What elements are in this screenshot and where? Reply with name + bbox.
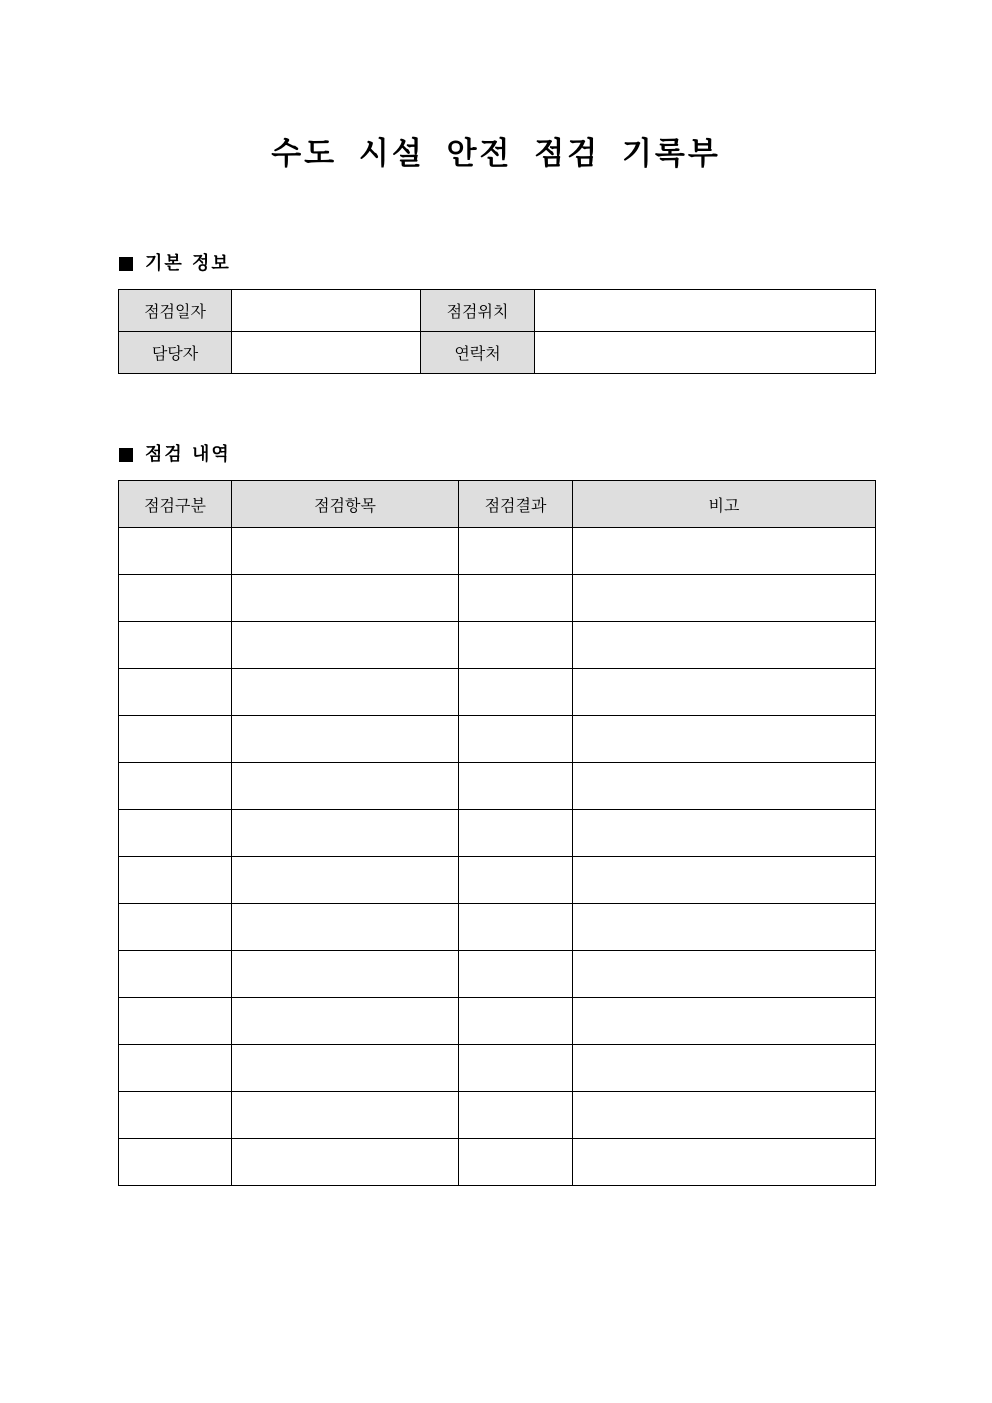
category-cell[interactable] <box>119 857 232 904</box>
inspection-location-field[interactable] <box>535 290 876 332</box>
remarks-cell[interactable] <box>573 528 876 575</box>
category-cell[interactable] <box>119 904 232 951</box>
item-cell[interactable] <box>232 1139 459 1186</box>
category-cell[interactable] <box>119 716 232 763</box>
result-cell[interactable] <box>459 622 573 669</box>
result-cell[interactable] <box>459 528 573 575</box>
result-cell[interactable] <box>459 1045 573 1092</box>
category-cell[interactable] <box>119 1045 232 1092</box>
remarks-cell[interactable] <box>573 857 876 904</box>
contact-field[interactable] <box>535 332 876 374</box>
table-row <box>119 528 876 575</box>
item-cell[interactable] <box>232 904 459 951</box>
square-bullet-icon <box>119 448 133 462</box>
category-cell[interactable] <box>119 1092 232 1139</box>
person-in-charge-field[interactable] <box>232 332 421 374</box>
inspection-heading-label: 점검 내역 <box>145 444 231 465</box>
category-cell[interactable] <box>119 998 232 1045</box>
remarks-cell[interactable] <box>573 669 876 716</box>
remarks-cell[interactable] <box>573 716 876 763</box>
table-row <box>119 1045 876 1092</box>
column-header-item: 점검항목 <box>232 481 459 528</box>
column-header-remarks: 비고 <box>573 481 876 528</box>
basic-info-heading-label: 기본 정보 <box>145 253 231 274</box>
category-cell[interactable] <box>119 622 232 669</box>
table-row <box>119 622 876 669</box>
person-in-charge-label: 담당자 <box>119 332 232 374</box>
basic-info-table <box>118 289 876 374</box>
item-cell[interactable] <box>232 1092 459 1139</box>
item-cell[interactable] <box>232 763 459 810</box>
inspection-heading <box>119 443 231 467</box>
table-row <box>119 669 876 716</box>
result-cell[interactable] <box>459 1092 573 1139</box>
table-row <box>119 998 876 1045</box>
item-cell[interactable] <box>232 622 459 669</box>
basic-info-heading <box>119 252 231 276</box>
table-row <box>119 575 876 622</box>
remarks-cell[interactable] <box>573 622 876 669</box>
item-cell[interactable] <box>232 998 459 1045</box>
result-cell[interactable] <box>459 575 573 622</box>
square-bullet-icon <box>119 257 133 271</box>
table-row <box>119 763 876 810</box>
item-cell[interactable] <box>232 669 459 716</box>
column-header-category: 점검구분 <box>119 481 232 528</box>
remarks-cell[interactable] <box>573 904 876 951</box>
remarks-cell[interactable] <box>573 1045 876 1092</box>
table-row <box>119 716 876 763</box>
category-cell[interactable] <box>119 528 232 575</box>
category-cell[interactable] <box>119 810 232 857</box>
category-cell[interactable] <box>119 1139 232 1186</box>
result-cell[interactable] <box>459 904 573 951</box>
category-cell[interactable] <box>119 951 232 998</box>
result-cell[interactable] <box>459 810 573 857</box>
remarks-cell[interactable] <box>573 575 876 622</box>
table-row <box>119 1139 876 1186</box>
item-cell[interactable] <box>232 857 459 904</box>
table-row <box>119 810 876 857</box>
remarks-cell[interactable] <box>573 810 876 857</box>
item-cell[interactable] <box>232 951 459 998</box>
category-cell[interactable] <box>119 763 232 810</box>
item-cell[interactable] <box>232 1045 459 1092</box>
item-cell[interactable] <box>232 810 459 857</box>
result-cell[interactable] <box>459 998 573 1045</box>
inspection-location-label: 점검위치 <box>421 290 535 332</box>
inspection-date-label: 점검일자 <box>119 290 232 332</box>
contact-label: 연락처 <box>421 332 535 374</box>
document-title: 수도 시설 안전 점검 기록부 <box>271 136 721 172</box>
table-row <box>119 904 876 951</box>
table-header-row <box>119 481 876 528</box>
remarks-cell[interactable] <box>573 1092 876 1139</box>
remarks-cell[interactable] <box>573 998 876 1045</box>
table-row <box>119 1092 876 1139</box>
inspection-table <box>118 480 876 1186</box>
remarks-cell[interactable] <box>573 951 876 998</box>
table-row <box>119 951 876 998</box>
item-cell[interactable] <box>232 528 459 575</box>
category-cell[interactable] <box>119 575 232 622</box>
item-cell[interactable] <box>232 575 459 622</box>
column-header-result: 점검결과 <box>459 481 573 528</box>
result-cell[interactable] <box>459 1139 573 1186</box>
table-row <box>119 857 876 904</box>
result-cell[interactable] <box>459 857 573 904</box>
result-cell[interactable] <box>459 951 573 998</box>
result-cell[interactable] <box>459 716 573 763</box>
result-cell[interactable] <box>459 763 573 810</box>
inspection-date-field[interactable] <box>232 290 421 332</box>
remarks-cell[interactable] <box>573 1139 876 1186</box>
result-cell[interactable] <box>459 669 573 716</box>
remarks-cell[interactable] <box>573 763 876 810</box>
category-cell[interactable] <box>119 669 232 716</box>
item-cell[interactable] <box>232 716 459 763</box>
